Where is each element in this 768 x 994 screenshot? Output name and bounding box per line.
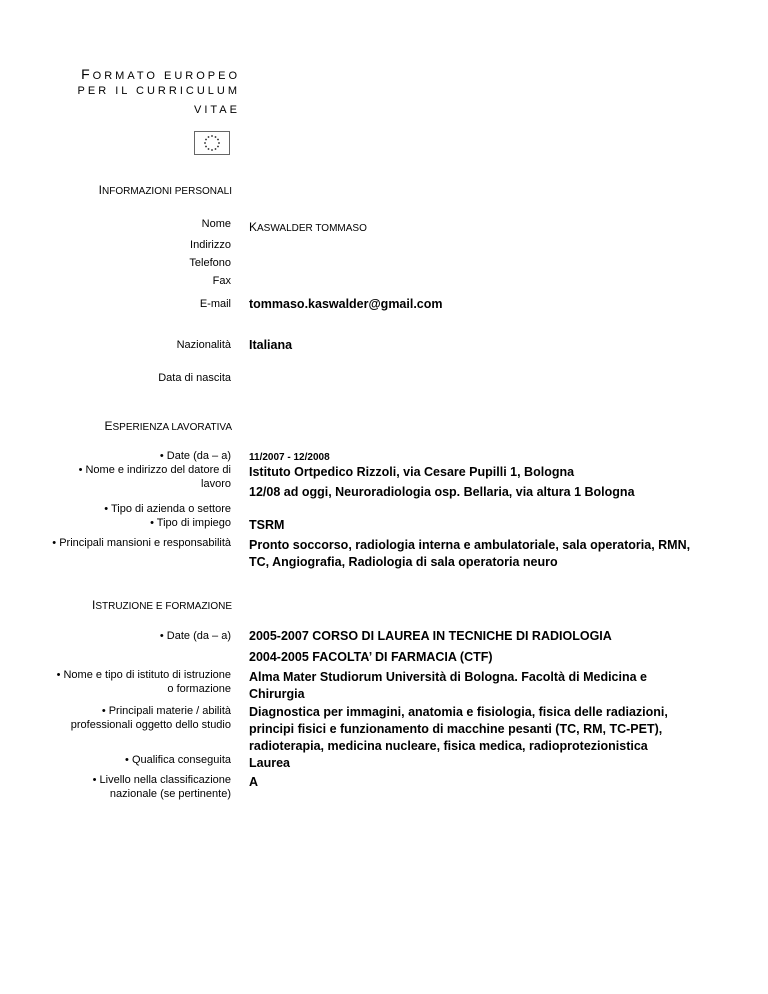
work-duties-label: • Principali mansioni e responsabilità <box>52 537 231 549</box>
document-title-line-2: PER IL CURRICULUM <box>77 85 240 97</box>
work-sector-label: • Tipo di azienda o settore <box>104 503 231 515</box>
name-label: Nome <box>201 218 231 230</box>
edu-institute-value-1: Alma Mater Studiorum Università di Bologna. Facoltà di Medicina e <box>249 670 647 684</box>
edu-qualification-value: Laurea <box>249 756 290 770</box>
work-employer-label-2: lavoro <box>201 478 231 490</box>
section-title-personal: INFORMAZIONI PERSONALI <box>98 183 232 197</box>
work-type-label: • Tipo di impiego <box>150 517 231 529</box>
name-value: KASWALDER TOMMASO <box>249 220 367 234</box>
work-dates-label: • Date (da – a) <box>159 450 231 462</box>
work-duties-value-2: TC, Angiografia, Radiologia di sala operatoria neuro <box>249 555 558 569</box>
edu-subjects-label-1: • Principali materie / abilità <box>101 705 231 717</box>
work-employer-value-2: 12/08 ad oggi, Neuroradiologia osp. Bellaria, via altura 1 Bologna <box>249 485 635 499</box>
work-dates-value: 11/2007 - 12/2008 <box>249 452 330 463</box>
edu-level-value: A <box>249 775 259 789</box>
phone-label: Telefono <box>189 257 231 269</box>
work-employer-value-1: Istituto Ortpedico Rizzoli, via Cesare Pupilli 1, Bologna <box>249 465 575 479</box>
address-label: Indirizzo <box>190 239 231 251</box>
work-duties-value-1: Pronto soccorso, radiologia interna e ambulatoriale, sala operatoria, RMN, <box>249 538 691 552</box>
work-type-value: TSRM <box>249 518 285 532</box>
eu-flag-icon <box>194 131 230 155</box>
edu-level-label-1: • Livello nella classificazione <box>92 774 231 786</box>
edu-qualification-label: • Qualifica conseguita <box>125 754 231 766</box>
nationality-value: Italiana <box>249 338 293 352</box>
document-title-line-3: VITAE <box>194 104 240 116</box>
edu-subjects-label-2: professionali oggetto dello studio <box>70 719 231 731</box>
edu-subjects-value-3: radioterapia, medicina nucleare, fisica medica, radioprotezionistica <box>249 739 648 753</box>
edu-dates-value-1: 2005-2007 CORSO DI LAUREA IN TECNICHE DI RADIOLOGIA <box>249 629 612 643</box>
fax-label: Fax <box>212 275 231 287</box>
edu-level-label-2: nazionale (se pertinente) <box>109 788 231 800</box>
work-employer-label-1: • Nome e indirizzo del datore di <box>78 464 231 476</box>
edu-institute-label-1: • Nome e tipo di istituto di istruzione <box>56 669 231 681</box>
edu-dates-label: • Date (da – a) <box>159 630 231 642</box>
email-label: E-mail <box>199 298 231 310</box>
birthdate-label: Data di nascita <box>158 372 231 384</box>
section-title-work: ESPERIENZA LAVORATIVA <box>104 419 232 433</box>
edu-subjects-value-1: Diagnostica per immagini, anatomia e fisiologia, fisica delle radiazioni, <box>249 705 668 719</box>
nationality-label: Nazionalità <box>176 339 231 351</box>
email-value: tommaso.kaswalder@gmail.com <box>249 297 443 311</box>
edu-dates-value-2: 2004-2005 FACOLTA’ DI FARMACIA (CTF) <box>249 650 493 664</box>
edu-subjects-value-2: principi fisici e funzionamento di macchine pesanti (TC, RM, TC-PET), <box>249 722 663 736</box>
edu-institute-label-2: o formazione <box>167 683 231 695</box>
section-title-education: ISTRUZIONE E FORMAZIONE <box>91 598 232 612</box>
edu-institute-value-2: Chirurgia <box>249 687 305 701</box>
document-title-line-1: FORMATO EUROPEO <box>81 66 240 82</box>
